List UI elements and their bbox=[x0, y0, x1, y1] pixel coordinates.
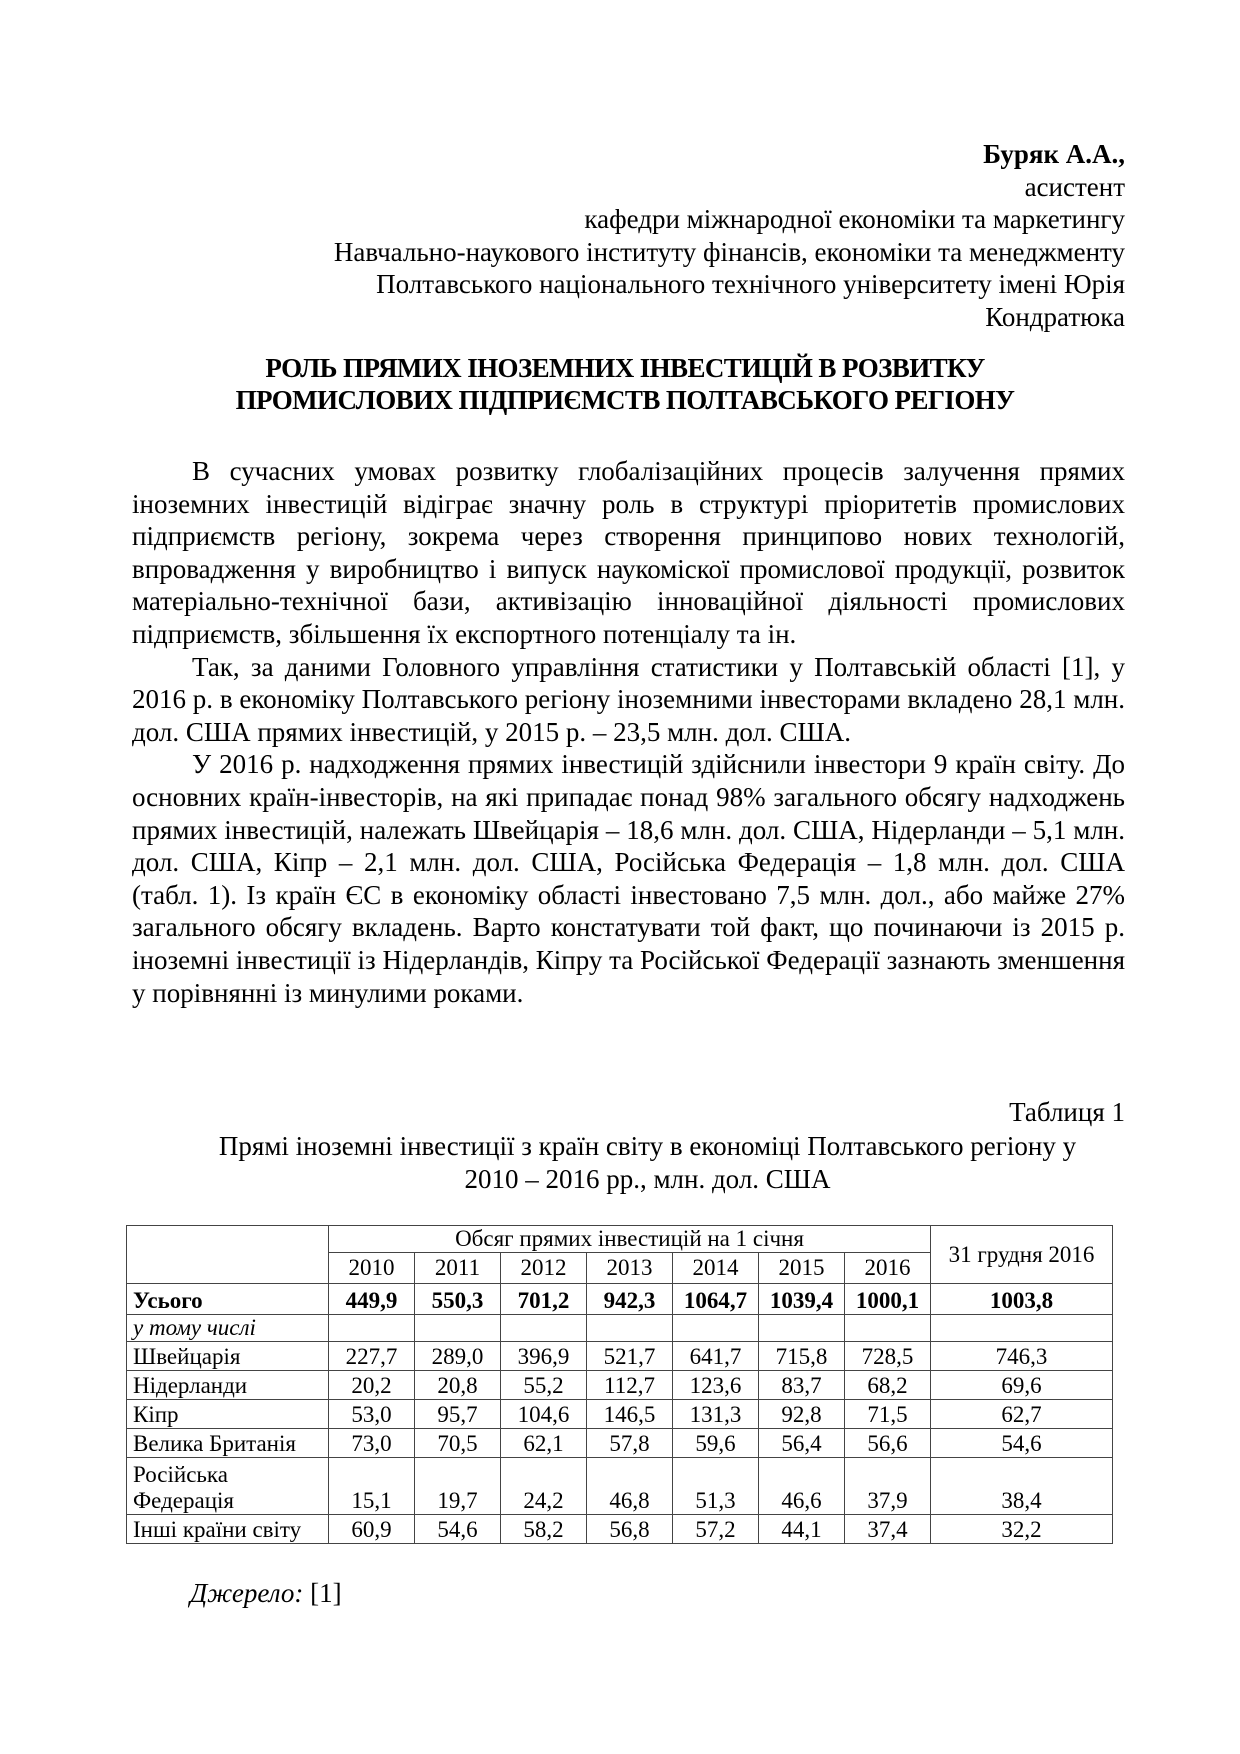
cell-value: 123,6 bbox=[673, 1371, 759, 1400]
header-empty-cell bbox=[127, 1226, 329, 1284]
cell-value: 62,7 bbox=[931, 1400, 1113, 1429]
author-name: Буряк А.А., bbox=[983, 139, 1125, 169]
header-year: 2015 bbox=[759, 1253, 845, 1284]
cell-value: 70,5 bbox=[415, 1429, 501, 1458]
cell-value: 46,8 bbox=[587, 1458, 673, 1515]
cell-empty bbox=[673, 1315, 759, 1342]
cell-value: 92,8 bbox=[759, 1400, 845, 1429]
source-label: Джерело: bbox=[190, 1578, 304, 1608]
cell-value: 57,2 bbox=[673, 1515, 759, 1544]
cell-value: 715,8 bbox=[759, 1342, 845, 1371]
table-row bbox=[127, 1458, 1113, 1515]
cell-empty bbox=[501, 1315, 587, 1342]
cell-empty bbox=[415, 1315, 501, 1342]
header-last-column: 31 грудня 2016 bbox=[931, 1226, 1113, 1284]
cell-value: 60,9 bbox=[329, 1515, 415, 1544]
row-label: Велика Британія bbox=[127, 1429, 329, 1458]
row-label: Кіпр bbox=[127, 1400, 329, 1429]
header-year: 2010 bbox=[329, 1253, 415, 1284]
cell-empty bbox=[759, 1315, 845, 1342]
author-university: Полтавського національного технічного університету імені Юрія bbox=[376, 269, 1125, 299]
header-year: 2016 bbox=[845, 1253, 931, 1284]
cell-value: 59,6 bbox=[673, 1429, 759, 1458]
cell-value: 641,7 bbox=[673, 1342, 759, 1371]
cell-value: 83,7 bbox=[759, 1371, 845, 1400]
cell-value: 55,2 bbox=[501, 1371, 587, 1400]
table-source bbox=[190, 1577, 342, 1609]
row-label: Усього bbox=[127, 1284, 329, 1315]
cell-value: 521,7 bbox=[587, 1342, 673, 1371]
cell-value: 131,3 bbox=[673, 1400, 759, 1429]
table-caption-line-2: 2010 – 2016 рр., млн. дол. США bbox=[464, 1164, 831, 1194]
cell-value: 56,6 bbox=[845, 1429, 931, 1458]
author-position: асистент bbox=[1024, 171, 1125, 202]
author-department: кафедри міжнародної економіки та маркетингу bbox=[584, 204, 1125, 234]
cell-value: 56,8 bbox=[587, 1515, 673, 1544]
cell-value: 73,0 bbox=[329, 1429, 415, 1458]
cell-value: 38,4 bbox=[931, 1458, 1113, 1515]
cell-value: 728,5 bbox=[845, 1342, 931, 1371]
cell-value: 1064,7 bbox=[673, 1284, 759, 1315]
cell-value: 95,7 bbox=[415, 1400, 501, 1429]
cell-value: 550,3 bbox=[415, 1284, 501, 1315]
cell-value: 46,6 bbox=[759, 1458, 845, 1515]
investment-table bbox=[126, 1225, 1113, 1544]
cell-value: 71,5 bbox=[845, 1400, 931, 1429]
cell-value: 942,3 bbox=[587, 1284, 673, 1315]
cell-value: 51,3 bbox=[673, 1458, 759, 1515]
cell-value: 62,1 bbox=[501, 1429, 587, 1458]
cell-value: 58,2 bbox=[501, 1515, 587, 1544]
cell-value: 44,1 bbox=[759, 1515, 845, 1544]
cell-value: 1003,8 bbox=[931, 1284, 1113, 1315]
table-row bbox=[127, 1515, 1113, 1544]
cell-empty bbox=[931, 1315, 1113, 1342]
table-row bbox=[127, 1371, 1113, 1400]
author-block bbox=[200, 138, 1125, 333]
source-reference: [1] bbox=[303, 1578, 342, 1608]
cell-value: 37,4 bbox=[845, 1515, 931, 1544]
cell-value: 32,2 bbox=[931, 1515, 1113, 1544]
header-year: 2012 bbox=[501, 1253, 587, 1284]
cell-value: 19,7 bbox=[415, 1458, 501, 1515]
table-caption-line-1: Прямі іноземні інвестиції з країн світу в економіці Полтавського регіону у bbox=[218, 1131, 1077, 1161]
row-label: Нідерланди bbox=[127, 1371, 329, 1400]
paragraph: Так, за даними Головного управління статистики у Полтавській області [1], у 2016 р. в економіку Полтавського регіону іноземними інвесторами вкладено 28,1 млн. дол. США прямих інвестицій, у 2015 р. – 23,5 млн. дол. США. bbox=[132, 651, 1125, 747]
cell-value: 746,3 bbox=[931, 1342, 1113, 1371]
cell-value: 53,0 bbox=[329, 1400, 415, 1429]
header-group-label: Обсяг прямих інвестицій на 1 січня bbox=[329, 1226, 931, 1253]
header-year: 2011 bbox=[415, 1253, 501, 1284]
row-label-line-2: Федерація bbox=[133, 1488, 234, 1513]
cell-value: 449,9 bbox=[329, 1284, 415, 1315]
author-institute: Навчально-наукового інституту фінансів, економіки та менеджменту bbox=[333, 236, 1125, 267]
row-label bbox=[127, 1458, 329, 1515]
cell-value: 24,2 bbox=[501, 1458, 587, 1515]
cell-value: 54,6 bbox=[415, 1515, 501, 1544]
cell-value: 15,1 bbox=[329, 1458, 415, 1515]
cell-value: 227,7 bbox=[329, 1342, 415, 1371]
table-row bbox=[127, 1400, 1113, 1429]
row-label: Інші країни світу bbox=[127, 1515, 329, 1544]
cell-value: 1039,4 bbox=[759, 1284, 845, 1315]
cell-value: 701,2 bbox=[501, 1284, 587, 1315]
cell-value: 289,0 bbox=[415, 1342, 501, 1371]
cell-value: 54,6 bbox=[931, 1429, 1113, 1458]
cell-value: 1000,1 bbox=[845, 1284, 931, 1315]
table-row bbox=[127, 1429, 1113, 1458]
cell-value: 57,8 bbox=[587, 1429, 673, 1458]
table-row-total bbox=[127, 1284, 1113, 1315]
cell-empty bbox=[329, 1315, 415, 1342]
cell-value: 112,7 bbox=[587, 1371, 673, 1400]
cell-empty bbox=[587, 1315, 673, 1342]
cell-value: 69,6 bbox=[931, 1371, 1113, 1400]
table-caption bbox=[170, 1130, 1125, 1196]
cell-value: 68,2 bbox=[845, 1371, 931, 1400]
cell-empty bbox=[845, 1315, 931, 1342]
table-row-subhead bbox=[127, 1315, 1113, 1342]
cell-value: 20,8 bbox=[415, 1371, 501, 1400]
header-year: 2013 bbox=[587, 1253, 673, 1284]
article-body bbox=[132, 455, 1125, 1009]
cell-value: 20,2 bbox=[329, 1371, 415, 1400]
title-line-1: РОЛЬ ПРЯМИХ ІНОЗЕМНИХ ІНВЕСТИЦІЙ В РОЗВИТКУ bbox=[265, 353, 985, 383]
table-label: Таблиця 1 bbox=[1009, 1097, 1125, 1127]
cell-value: 104,6 bbox=[501, 1400, 587, 1429]
article-title bbox=[150, 352, 1100, 416]
author-university-cont: Кондратюка bbox=[985, 301, 1125, 332]
cell-value: 396,9 bbox=[501, 1342, 587, 1371]
paragraph: У 2016 р. надходження прямих інвестицій здійснили інвестори 9 країн світу. До основних країн-інвесторів, на які припадає понад 98% загального обсягу надходжень прямих інвестицій, належать Швейцарія – 18,6 млн. дол. США, Нідерланди – 5,1 млн. дол. США, Кіпр – 2,1 млн. дол. США, Російська Федерація – 1,8 млн. дол. США (табл. 1). Із країн ЄС в економіку області інвестовано 7,5 млн. дол., або майже 27% загального обсягу вкладень. Варто констатувати той факт, що починаючи із 2015 р. іноземні інвестиції із Нідерландів, Кіпру та Російської Федерації зазнають зменшення у порівнянні із минулими роками. bbox=[132, 749, 1125, 1008]
table-header-row bbox=[127, 1226, 1113, 1253]
row-label: Швейцарія bbox=[127, 1342, 329, 1371]
table-row bbox=[127, 1342, 1113, 1371]
paragraph: В сучасних умовах розвитку глобалізаційних процесів залучення прямих іноземних інвестицій відіграє значну роль в структурі пріоритетів промислових підприємств регіону, зокрема через створення принципово нових технологій, впровадження у виробництво і випуск наукоміскої промислової продукції, розвиток матеріально-технічної бази, активізацію інноваційної діяльності промислових підприємств, збільшення їх експортного потенціалу та ін. bbox=[132, 456, 1125, 649]
title-line-2: ПРОМИСЛОВИХ ПІДПРИЄМСТВ ПОЛТАВСЬКОГО РЕГІОНУ bbox=[235, 385, 1015, 415]
row-label-line-1: Російська bbox=[133, 1462, 228, 1487]
cell-value: 37,9 bbox=[845, 1458, 931, 1515]
row-label: у тому числі bbox=[127, 1315, 329, 1342]
cell-value: 146,5 bbox=[587, 1400, 673, 1429]
header-year: 2014 bbox=[673, 1253, 759, 1284]
cell-value: 56,4 bbox=[759, 1429, 845, 1458]
